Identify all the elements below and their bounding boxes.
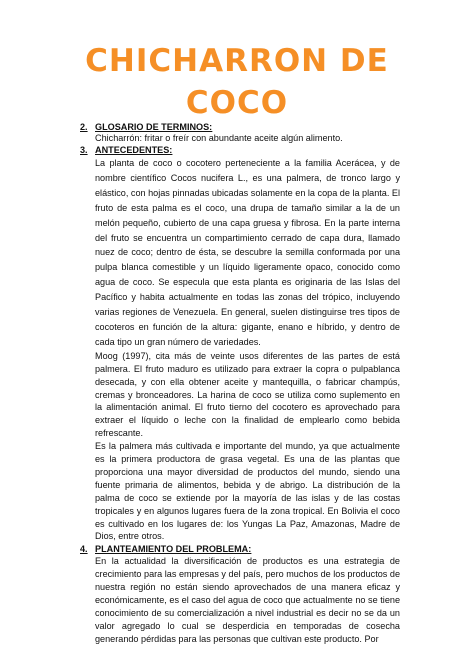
document-title	[0, 40, 474, 124]
section-number: 4.	[80, 544, 88, 555]
title-line-2: COCO	[185, 85, 289, 121]
paragraph: Es la palmera más cultivada e importante del mundo, ya que actualmente es la primera productora de grasa vegetal. Es una de las plantas que proporciona una mayor diversidad de productos del mundo, siendo una fuente primaria de alimentos, bebida y de abrigo. La distribución de la palma de coco se extiende por la mayoría de las islas y de las costas tropicales y en algunos lugares fuera de la zona tropical. En Bolivia el coco es cultivado en los lugares de: los Yungas La Paz, Amazonas, Madre de Dios, entre otros.	[95, 441, 400, 542]
title-line-1: CHICHARRON DE	[85, 43, 389, 79]
section-number: 3.	[80, 145, 88, 155]
section-title: PLANTEAMIENTO DEL PROBLEMA:	[95, 544, 252, 555]
section-heading	[80, 122, 400, 133]
section-title: GLOSARIO DE TERMINOS:	[95, 122, 213, 132]
paragraph: En la actualidad la diversificación de productos es una estrategia de crecimiento para las empresas y del país, pero muchos de los productos de nuestra región no están siendo aprovechados de una manera eficaz y económicamente, es el caso del agua de coco que actualmente no se tiene conocimiento de su comercialización a nivel industrial es decir no se da un valor agregado lo cual se desperdicia en temporadas de cosecha generando pérdidas para las personas que cultivan este producto. Por	[95, 556, 400, 644]
section-number: 2.	[80, 122, 88, 132]
section-heading	[80, 544, 400, 555]
paragraph: La planta de coco o cocotero perteneciente a la familia Acerácea, y de nombre científico Cocos nucifera L., es una palmera, de tronco largo y elástico, con hojas pinnadas ubicadas solamente en la copa de la planta. El fruto de esta palma es el coco, una drupa de tamaño similar a la de un melón pequeño, cubierto de una capa gruesa y fibrosa. En la parte interna del fruto se encuentra un compartimiento cerrado de capa dura, llamado nuez de coco; dentro de ésta, se descubre la semilla conformada por una pulpa blanca comestible y un líquido ligeramente opaco, conocido como agua de coco. Se especula que esta planta es originaria de las Islas del Pacífico y habita actualmente en todas las zonas del trópico, incluyendo varias regiones de Venezuela. En general, suelen distinguirse tres tipos de cocoteros en función de la altura: gigante, enano e híbrido, y dentro de cada tipo un gran número de variedades.	[95, 158, 400, 347]
glossary-entry: Chicharrón: fritar o freír con abundante aceite algún alimento.	[95, 133, 343, 143]
section-title: ANTECEDENTES:	[95, 145, 173, 155]
section-heading	[80, 145, 400, 156]
section-planteamiento	[80, 544, 400, 645]
section-antecedentes	[80, 145, 400, 543]
paragraph: Moog (1997), cita más de veinte usos diferentes de las partes de está palmera. El fruto maduro es utilizado para extraer la copra o pulpablanca desecada, y con ella obtener aceite y mantequilla, o fabricar champús, cremas y bronceadores. La harina de coco se utiliza como suplemento en la alimentación animal. El fruto tierno del cocotero es aprovechado para extraer el líquido o leche con la finalidad de emplearlo como bebida refrescante.	[95, 350, 400, 439]
document-body	[80, 122, 400, 646]
section-glosario	[80, 122, 400, 144]
